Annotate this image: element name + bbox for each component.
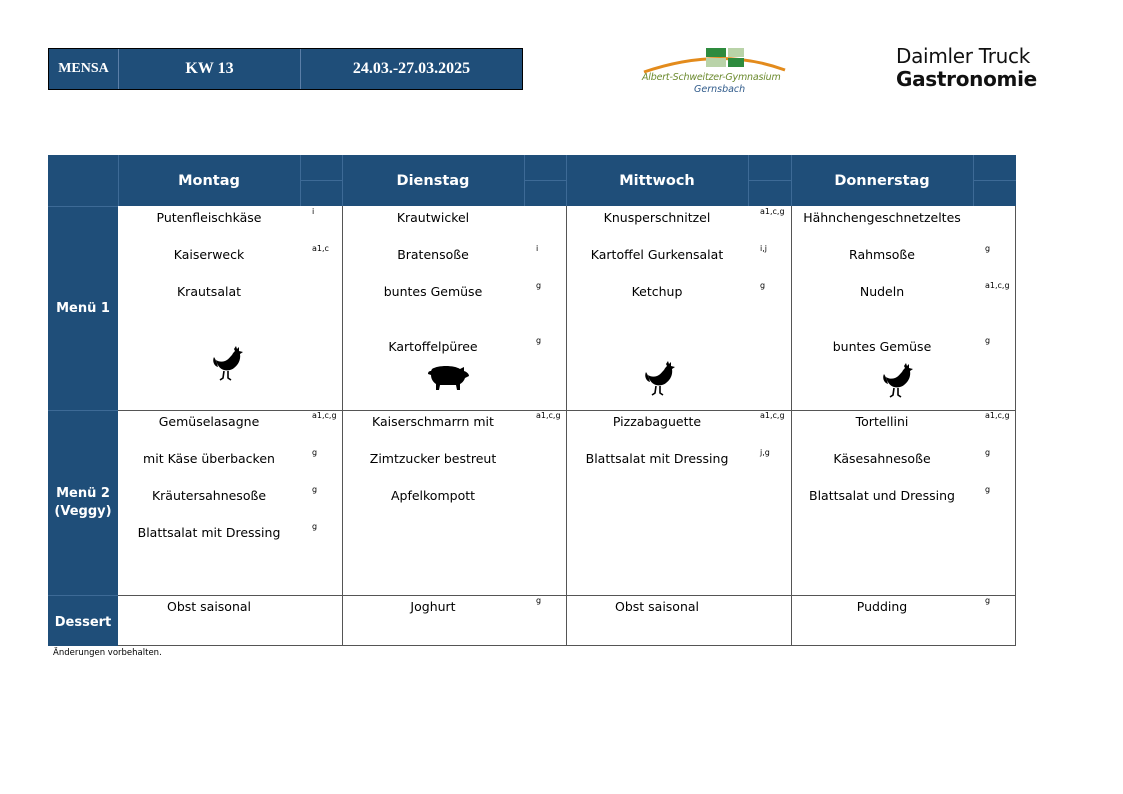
dish-name: Kräutersahnesoße bbox=[151, 488, 267, 503]
day-header-mittwoch: Mittwoch bbox=[619, 172, 695, 189]
header-divider bbox=[973, 180, 1016, 181]
table-header bbox=[48, 155, 1016, 206]
dish-name: Krautwickel bbox=[396, 210, 470, 225]
menu-grid bbox=[118, 206, 1016, 646]
allergen-codes: a1,c,g bbox=[985, 281, 1010, 290]
footer-note: Änderungen vorbehalten. bbox=[53, 648, 162, 658]
dessert-name: Obst saisonal bbox=[614, 599, 700, 614]
dish-name: Blattsalat mit Dressing bbox=[137, 525, 281, 540]
dish-name: Hähnchengeschnetzeltes bbox=[803, 210, 961, 225]
pig-icon bbox=[426, 361, 470, 395]
mensa-label: MENSA bbox=[49, 49, 119, 89]
allergen-codes: a1,c,g bbox=[312, 411, 337, 420]
allergen-codes: a1,c bbox=[312, 244, 329, 253]
table-border-right bbox=[1015, 206, 1016, 646]
row-label-text: Menü 1 bbox=[56, 300, 110, 316]
header-divider bbox=[524, 180, 566, 181]
dish-name: Kaiserweck bbox=[173, 247, 245, 262]
dish-name: Krautsalat bbox=[176, 284, 242, 299]
day-header-dienstag: Dienstag bbox=[396, 172, 470, 189]
dish-name: Putenfleischkäse bbox=[156, 210, 262, 225]
dish-name: Zimtzucker bestreut bbox=[369, 451, 497, 466]
date-range: 24.03.-27.03.2025 bbox=[352, 60, 471, 77]
school-name: Albert-Schweitzer-Gymnasium bbox=[642, 72, 781, 83]
row-label-dessert bbox=[48, 595, 118, 646]
header-divider bbox=[791, 155, 792, 206]
school-town: Gernsbach bbox=[694, 84, 746, 95]
allergen-codes: a1,c,g bbox=[985, 411, 1010, 420]
week-label: KW 13 bbox=[119, 49, 301, 89]
dish-name: Apfelkompott bbox=[390, 488, 476, 503]
allergen-codes: j,g bbox=[760, 448, 770, 457]
allergen-codes: g bbox=[312, 448, 318, 457]
chicken-icon bbox=[210, 345, 246, 387]
dessert-name: Obst saisonal bbox=[166, 599, 252, 614]
allergen-codes: g bbox=[536, 281, 542, 290]
allergen-codes: g bbox=[312, 485, 318, 494]
dish-name: Ketchup bbox=[631, 284, 683, 299]
header-divider bbox=[342, 155, 343, 206]
school-logo-graphic bbox=[640, 44, 805, 74]
allergen-codes: g bbox=[985, 596, 991, 605]
allergen-codes: g bbox=[536, 596, 542, 605]
dessert-name: Joghurt bbox=[410, 599, 456, 614]
header-divider bbox=[748, 180, 791, 181]
allergen-codes: g bbox=[985, 336, 991, 345]
allergen-codes: a1,c,g bbox=[760, 207, 785, 216]
header-divider bbox=[300, 180, 342, 181]
row-divider bbox=[118, 410, 1016, 411]
allergen-codes: i,j bbox=[760, 244, 767, 253]
company-name: Daimler Truck bbox=[896, 44, 1030, 68]
table-border-bottom bbox=[118, 645, 1016, 646]
dish-name: mit Käse überbacken bbox=[143, 451, 275, 466]
company-division: Gastronomie bbox=[896, 67, 1037, 91]
dish-name: Knusperschnitzel bbox=[603, 210, 711, 225]
allergen-codes: g bbox=[985, 485, 991, 494]
row-label-text: Menü 2 (Veggy) bbox=[54, 486, 112, 519]
row-divider bbox=[118, 595, 1016, 596]
day-header-montag: Montag bbox=[178, 172, 240, 189]
dish-name: Rahmsoße bbox=[849, 247, 915, 262]
allergen-codes: a1,c,g bbox=[536, 411, 561, 420]
dish-name: Gemüselasagne bbox=[158, 414, 260, 429]
dish-name: Kaiserschmarrn mit bbox=[372, 414, 494, 429]
dish-name: buntes Gemüse bbox=[383, 284, 483, 299]
allergen-codes: g bbox=[536, 336, 542, 345]
dish-name: Blattsalat und Dressing bbox=[809, 488, 955, 503]
allergen-codes: g bbox=[760, 281, 766, 290]
dish-name: Bratensoße bbox=[397, 247, 469, 262]
chicken-icon bbox=[642, 360, 678, 402]
chicken-icon bbox=[880, 362, 916, 404]
school-logo bbox=[640, 44, 805, 100]
allergen-codes: a1,c,g bbox=[760, 411, 785, 420]
dish-name: Blattsalat mit Dressing bbox=[585, 451, 729, 466]
allergen-codes: g bbox=[985, 448, 991, 457]
row-label-menu1 bbox=[48, 206, 118, 410]
row-label-text: Dessert bbox=[54, 615, 112, 630]
dish-name: Tortellini bbox=[855, 414, 909, 429]
dish-name: Käsesahnesoße bbox=[833, 451, 931, 466]
header-divider bbox=[118, 155, 119, 206]
dish-name: Kartoffelpüree bbox=[388, 339, 478, 354]
allergen-codes: g bbox=[312, 522, 318, 531]
row-label-menu2 bbox=[48, 410, 118, 595]
company-logo bbox=[896, 44, 1037, 91]
header-divider bbox=[566, 155, 567, 206]
allergen-codes: i bbox=[536, 244, 539, 253]
dish-name: buntes Gemüse bbox=[832, 339, 932, 354]
dessert-name: Pudding bbox=[856, 599, 908, 614]
dish-name: Kartoffel Gurkensalat bbox=[590, 247, 724, 262]
dish-name: Pizzabaguette bbox=[612, 414, 702, 429]
day-header-donnerstag: Donnerstag bbox=[834, 172, 930, 189]
allergen-codes: g bbox=[985, 244, 991, 253]
allergen-codes: i bbox=[312, 207, 315, 216]
dish-name: Nudeln bbox=[859, 284, 905, 299]
header-bar bbox=[48, 48, 523, 90]
